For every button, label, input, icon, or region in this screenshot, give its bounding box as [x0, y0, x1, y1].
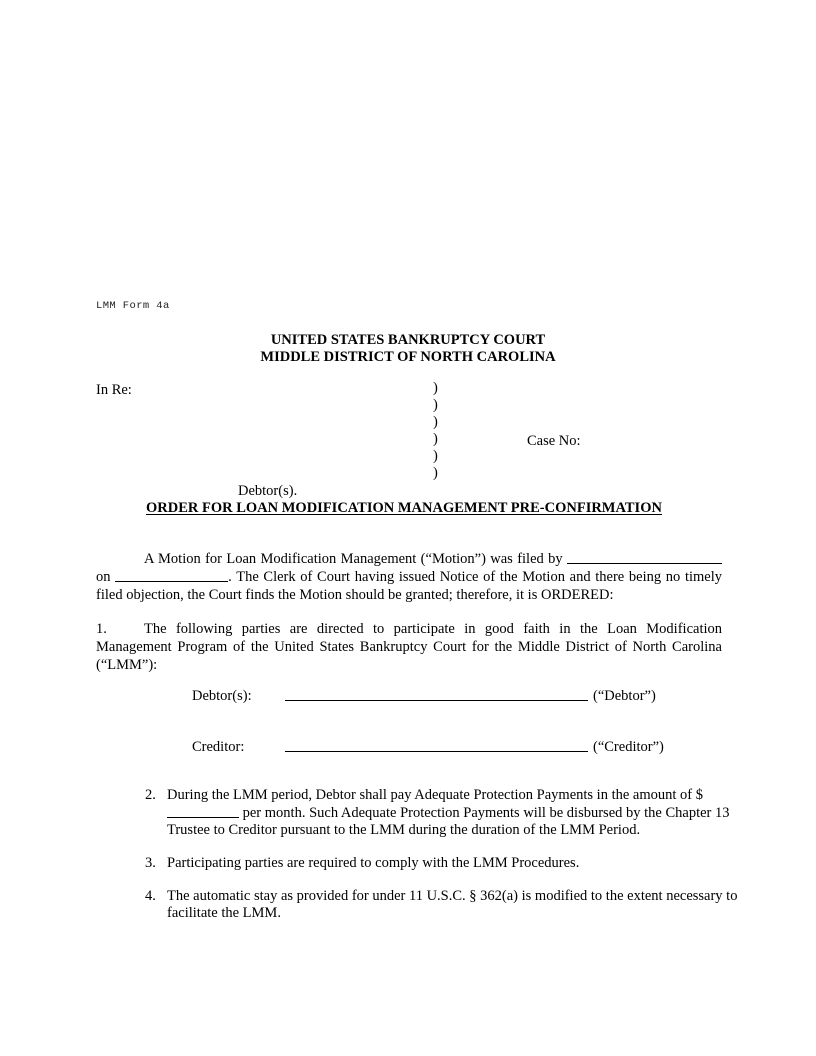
item-2-text-after-blank: per month. Such Adequate Protection Payments will be disbursed by the Chapter 13 Trustee to Creditor pursuant to the LMM during the duration of the LMM Period. [167, 805, 730, 838]
ordered-item-2 [145, 787, 744, 839]
caption-paren: ) [433, 397, 438, 413]
creditor-defined-term: (“Creditor”) [593, 739, 664, 755]
ordered-item-3 [145, 855, 744, 872]
creditor-party-row [192, 737, 664, 756]
court-name-line: UNITED STATES BANKRUPTCY COURT [270, 332, 546, 348]
item-3-text: Participating parties are required to comply with the LMM Procedures. [167, 855, 580, 871]
creditor-party-label: Creditor: [192, 739, 245, 755]
filed-by-blank[interactable] [567, 550, 722, 564]
case-caption-block [0, 380, 816, 499]
form-id-label: LMM Form 4a [96, 300, 170, 312]
debtor-defined-term: (“Debtor”) [593, 688, 656, 704]
item-2-number: 2. [145, 787, 156, 803]
ordered-item-4 [145, 888, 744, 922]
court-title [0, 332, 816, 366]
filed-on-date-blank[interactable] [115, 568, 228, 582]
case-number-label: Case No: [527, 433, 581, 449]
intro-text-part-2: on [96, 569, 116, 585]
intro-text-part-3: . The Clerk of Court having issued Notice of the Motion and there being no timely filed objection, the Court finds the Motion should be granted; therefore, it is ORDERED: [96, 569, 722, 603]
caption-paren: ) [433, 465, 438, 481]
order-heading: ORDER FOR LOAN MODIFICATION MANAGEMENT PRE-CONFIRMATION [146, 500, 662, 516]
caption-paren: ) [433, 448, 438, 464]
item-1-number: 1. [96, 621, 107, 637]
item-2-text-before-blank: During the LMM period, Debtor shall pay Adequate Protection Payments in the amount of $ [167, 787, 703, 803]
debtor-name-blank[interactable] [285, 686, 588, 701]
item-3-number: 3. [145, 855, 156, 871]
debtor-party-row [192, 686, 656, 705]
caption-paren-column [433, 380, 438, 482]
caption-paren: ) [433, 380, 438, 396]
creditor-name-blank[interactable] [285, 737, 588, 752]
item-4-number: 4. [145, 888, 156, 904]
caption-paren: ) [433, 414, 438, 430]
caption-paren: ) [433, 431, 438, 447]
court-district-line: MIDDLE DISTRICT OF NORTH CAROLINA [260, 349, 556, 365]
intro-text-part-1: A Motion for Loan Modification Management (“Motion”) was filed by [144, 551, 567, 567]
item-1-text: The following parties are directed to participate in good faith in the Loan Modification Management Program of the United States Bankruptcy Court for the Middle District of North Carolina (“LMM”): [96, 621, 722, 673]
ordered-item-1 [96, 620, 722, 674]
adequate-protection-amount-blank[interactable] [167, 804, 239, 818]
debtor-party-label: Debtor(s): [192, 688, 252, 704]
caption-debtor-label: Debtor(s). [238, 483, 298, 499]
item-4-text: The automatic stay as provided for under 11 U.S.C. § 362(a) is modified to the extent necessary to facilitate the LMM. [167, 888, 738, 921]
intro-paragraph [96, 550, 722, 604]
in-re-label: In Re: [96, 382, 132, 398]
